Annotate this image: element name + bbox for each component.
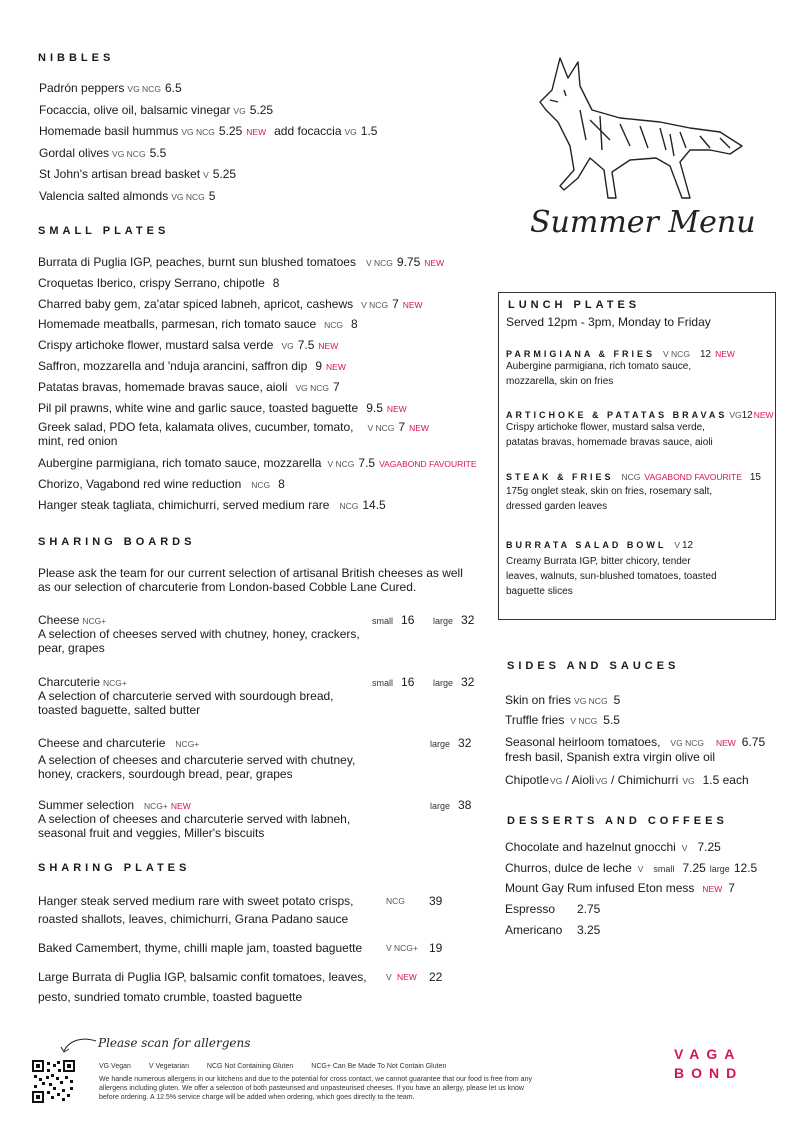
board-cheese-charcuterie: Cheese and charcuterie NCG+ large 32 A selection of cheeses and charcuterie served with chutney, honey, crackers, sourdough bread, pear, grapes — [38, 736, 472, 781]
desserts-list — [505, 840, 757, 944]
lunch-heading: LUNCH PLATES — [508, 299, 641, 311]
lunch-plates-box — [498, 292, 776, 620]
vagabond-logo: VAGA BOND — [674, 1046, 744, 1081]
list-item: Gordal olives VG NCG 5.5 — [39, 145, 167, 160]
list-item: Espresso 2.75 — [505, 902, 601, 916]
qr-code[interactable] — [32, 1060, 75, 1103]
sharing-boards-intro: Please ask the team for our current selection of artisanal British cheeses as well as our selection of charcuterie from London-based Cobble Lane Cured. — [38, 566, 463, 594]
fox-illustration — [520, 50, 750, 210]
list-item: Hanger steak tagliata, chimichurri, served medium rare NCG 14.5 — [38, 497, 386, 512]
list-item: St John's artisan bread basket V 5.25 — [39, 167, 237, 181]
list-item: Focaccia, olive oil, balsamic vinegar VG 5.25 — [39, 102, 274, 117]
list-item: Patatas bravas, homemade bravas sauce, aioli VG NCG 7 — [38, 379, 340, 394]
list-item: Americano 3.25 — [505, 923, 601, 937]
board-charcuterie: Charcuterie NCG+ small 16 large 32 A selection of charcuterie served with sourdough bread, toasted baguette, salted butter — [38, 675, 475, 717]
list-item: Seasonal heirloom tomatoes, VG NCG NEW 6.75 fresh basil, Spanish extra virgin olive oil — [505, 735, 766, 764]
sharing-plate-camembert: Baked Camembert, thyme, chilli maple jam, toasted baguette V NCG+ 19 — [38, 941, 443, 955]
list-item: Saffron, mozzarella and 'nduja arancini, saffron dip 9 NEW — [38, 358, 346, 373]
sharing-plates-heading: SHARING PLATES — [38, 862, 191, 874]
list-item: Aubergine parmigiana, rich tomato sauce, mozzarella V NCG 7.5 VAGABOND FAVOURITE — [38, 456, 477, 471]
menu-title: Summer Menu — [530, 205, 756, 240]
list-item: Churros, dulce de leche V small 7.25 large 12.5 — [505, 861, 758, 875]
list-item: Skin on fries VG NCG 5 — [505, 693, 621, 707]
list-item: Burrata di Puglia IGP, peaches, burnt sun blushed tomatoes V NCG 9.75 NEW — [38, 255, 445, 269]
desserts-heading: DESSERTS AND COFFEES — [507, 815, 728, 827]
sharing-boards-heading: SHARING BOARDS — [38, 536, 196, 548]
nibbles-list — [39, 81, 377, 210]
list-item: Homemade basil hummus VG NCG 5.25 NEW add focaccia VG 1.5 — [39, 124, 378, 138]
small-plates-heading: SMALL PLATES — [38, 225, 170, 237]
list-item: Pil pil prawns, white wine and garlic sauce, toasted baguette 9.5 NEW — [38, 400, 407, 415]
lunch-item-burrata: BURRATA SALAD BOWL V 12 Creamy Burrata IGP, bitter chicory, tender leaves, walnuts, sun-blushed tomatoes, toasted baguette slices — [506, 540, 717, 597]
board-summer-selection: Summer selection NCG+ NEW large 38 A selection of cheeses and charcuterie served with labneh, seasonal fruit and veggies, Miller's biscuits — [38, 798, 472, 840]
curved-arrow-icon — [60, 1035, 100, 1057]
board-cheese: Cheese NCG+ small 16 large 32 A selection of cheeses served with chutney, honey, crackers, pear, grapes — [38, 613, 475, 655]
list-item: Mount Gay Rum infused Eton mess NEW 7 — [505, 881, 735, 895]
nibbles-heading: NIBBLES — [38, 52, 115, 64]
list-item: Greek salad, PDO feta, kalamata olives, cucumber, tomato, V NCG 7 NEW mint, red onion — [38, 420, 429, 449]
sides-heading: SIDES AND SAUCES — [507, 660, 680, 672]
list-item: Croquetas Iberico, crispy Serrano, chipotle 8 — [38, 275, 280, 290]
small-plates-list — [38, 255, 477, 519]
sauces-row: ChipotleVG / AioliVG / Chimichurri VG 1.5 each — [505, 773, 749, 787]
lunch-item-steak: STEAK & FRIES NCG VAGABOND FAVOURITE 15 175g onglet steak, skin on fries, rosemary salt, dressed garden leaves — [506, 472, 761, 512]
list-item: Chocolate and hazelnut gnocchi V 7.25 — [505, 840, 721, 854]
sides-list — [505, 693, 775, 793]
list-item: Crispy artichoke flower, mustard salsa verde VG 7.5 NEW — [38, 338, 339, 353]
list-item: Charred baby gem, za'atar spiced labneh, apricot, cashews V NCG 7 NEW — [38, 296, 423, 311]
sharing-plate-steak: Hanger steak served medium rare with sweet potato crisps, NCG 39 roasted shallots, leaves, chimichurri, Grana Padano sauce — [38, 894, 443, 926]
scan-prompt: Please scan for allergens — [98, 1036, 251, 1050]
sharing-plate-burrata: Large Burrata di Puglia IGP, balsamic confit tomatoes, leaves, V NEW 22 pesto, sundried tomato crumble, toasted baguette — [38, 970, 443, 1004]
lunch-item-parmigiana: PARMIGIANA & FRIES V NCG 12 NEW Aubergine parmigiana, rich tomato sauce, mozzarella, skin on fries — [506, 349, 735, 387]
list-item: Homemade meatballs, parmesan, rich tomato sauce NCG 8 — [38, 317, 358, 332]
allergen-legend: VG Vegan V Vegetarian NCG Not Containing Gluten NCG+ Can Be Made To Not Contain Gluten — [99, 1063, 447, 1070]
list-item: Chorizo, Vagabond red wine reduction NCG 8 — [38, 477, 285, 492]
lunch-item-artichoke: ARTICHOKE & PATATAS BRAVAS VG12NEW Crispy artichoke flower, mustard salsa verde, patatas bravas, homemade bravas sauce, aioli — [506, 410, 774, 448]
list-item: Valencia salted almonds VG NCG 5 — [39, 188, 216, 203]
lunch-subheading: Served 12pm - 3pm, Monday to Friday — [506, 315, 711, 329]
allergen-note: We handle numerous allergens in our kitchens and due to the potential for cross contact, we cannot guarantee that our food is free from any allergens including gluten. We offer a selection of both pasteurised and unpasteurised cheeses. If you have an allergy, please let us know before ordering. A 12.5% service charge will be added when ordering, which goes directly to the team. — [99, 1076, 532, 1101]
list-item: Truffle fries V NCG 5.5 — [505, 713, 620, 727]
list-item: Padrón peppers VG NCG 6.5 — [39, 81, 182, 95]
